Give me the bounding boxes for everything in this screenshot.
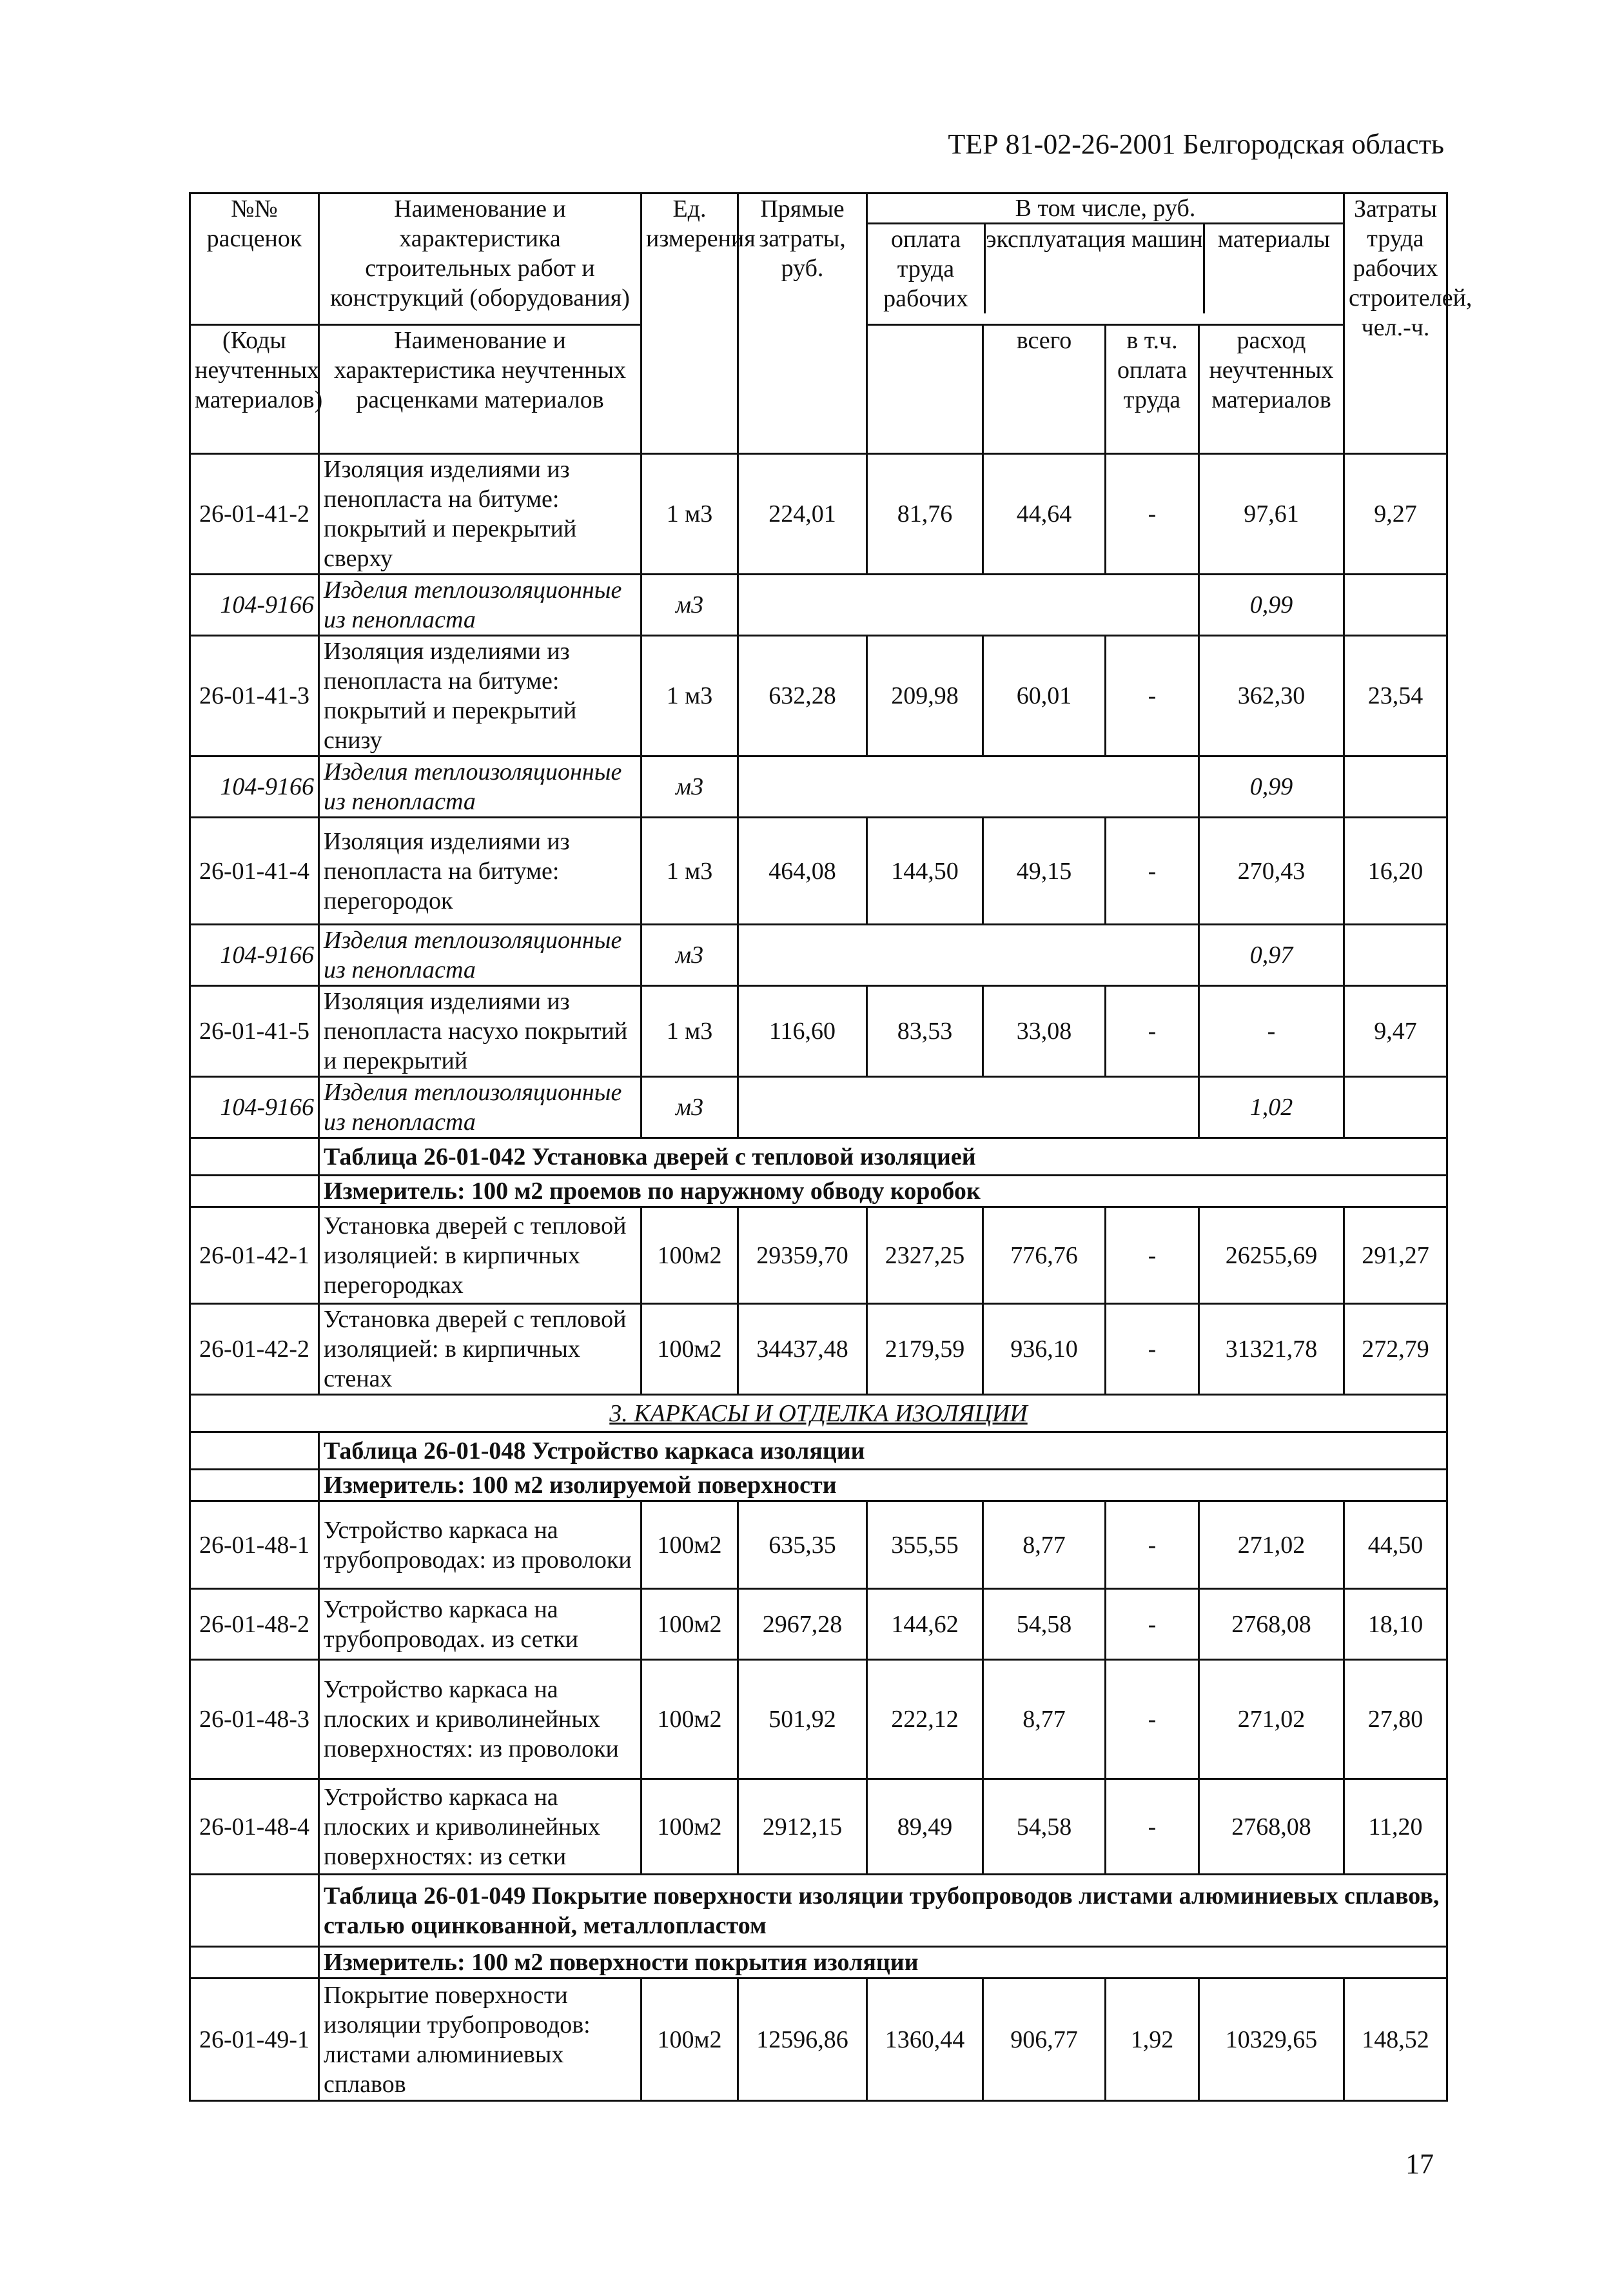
- rate-name: Изоляция изделиями из пенопласта на битуме: покрытий и перекрытий снизу: [319, 636, 641, 756]
- rate-wages: 209,98: [867, 636, 983, 756]
- rate-labor: 148,52: [1344, 1978, 1447, 2101]
- rate-code: 26-01-41-2: [190, 454, 319, 575]
- rate-machines: 936,10: [983, 1304, 1106, 1395]
- rate-labor: 9,47: [1344, 986, 1447, 1077]
- material-quantity: 0,99: [1199, 575, 1344, 636]
- rate-wages: 89,49: [867, 1779, 983, 1875]
- material-code: 104-9166: [190, 575, 319, 636]
- rate-machines: 776,76: [983, 1207, 1106, 1304]
- rate-machines: 33,08: [983, 986, 1106, 1077]
- rate-code: 26-01-48-2: [190, 1589, 319, 1660]
- rate-unit: 1 м3: [641, 636, 738, 756]
- rate-labor: 44,50: [1344, 1501, 1447, 1589]
- rate-materials: 271,02: [1199, 1501, 1344, 1589]
- rate-materials: 31321,78: [1199, 1304, 1344, 1395]
- header-code-materials: (Коды неучтенных материалов): [190, 325, 319, 454]
- blank-code-cell: [190, 1432, 319, 1470]
- rate-materials: 362,30: [1199, 636, 1344, 756]
- measure-unit: Измеритель: 100 м2 поверхности покрытия изоляции: [319, 1947, 1447, 1978]
- material-unit: м3: [641, 756, 738, 818]
- rate-wages: 222,12: [867, 1660, 983, 1779]
- rate-wages: 144,62: [867, 1589, 983, 1660]
- rate-materials: -: [1199, 986, 1344, 1077]
- rate-wages: 355,55: [867, 1501, 983, 1589]
- table-title: Таблица 26-01-042 Установка дверей с тепловой изоляцией: [319, 1138, 1447, 1176]
- rate-row: [190, 986, 1447, 1077]
- material-unit: м3: [641, 925, 738, 986]
- table-title-row: [190, 1138, 1447, 1176]
- page-number: 17: [1405, 2148, 1434, 2180]
- rate-machine-wages: -: [1106, 1501, 1199, 1589]
- header-direct: Прямые затраты, руб.: [738, 193, 867, 454]
- rate-labor: 11,20: [1344, 1779, 1447, 1875]
- material-row: [190, 925, 1447, 986]
- rate-labor: 23,54: [1344, 636, 1447, 756]
- material-quantity: 0,97: [1199, 925, 1344, 986]
- rate-direct-cost: 2912,15: [738, 1779, 867, 1875]
- rate-wages: 83,53: [867, 986, 983, 1077]
- material-row: [190, 575, 1447, 636]
- material-code: 104-9166: [190, 925, 319, 986]
- blank-code-cell: [190, 1875, 319, 1947]
- rate-labor: 27,80: [1344, 1660, 1447, 1779]
- rate-machines: 49,15: [983, 818, 1106, 925]
- material-name: Изделия теплоизоляционные из пенопласта: [319, 756, 641, 818]
- table-title-row: [190, 1875, 1447, 1947]
- rate-row: [190, 1779, 1447, 1875]
- rate-unit: 100м2: [641, 1779, 738, 1875]
- rate-name: Изоляция изделиями из пенопласта на битуме: перегородок: [319, 818, 641, 925]
- rate-machine-wages: -: [1106, 1660, 1199, 1779]
- rate-unit: 100м2: [641, 1660, 738, 1779]
- rate-name: Изоляция изделиями из пенопласта на битуме: покрытий и перекрытий сверху: [319, 454, 641, 575]
- table-title-row: [190, 1432, 1447, 1470]
- rate-unit: 1 м3: [641, 454, 738, 575]
- measure-row: [190, 1470, 1447, 1501]
- header-name-materials: Наименование и характеристика неучтенных расценками материалов: [319, 325, 641, 454]
- material-code: 104-9166: [190, 756, 319, 818]
- rate-wages: 1360,44: [867, 1978, 983, 2101]
- rate-row: [190, 454, 1447, 575]
- rate-wages: 81,76: [867, 454, 983, 575]
- header-incl-wages: в т.ч. оплата труда: [1106, 325, 1199, 454]
- rate-code: 26-01-41-4: [190, 818, 319, 925]
- table-title: Таблица 26-01-048 Устройство каркаса изоляции: [319, 1432, 1447, 1470]
- rate-labor: 272,79: [1344, 1304, 1447, 1395]
- rate-direct-cost: 34437,48: [738, 1304, 867, 1395]
- material-blank: [738, 1077, 1199, 1138]
- rate-wages: 2327,25: [867, 1207, 983, 1304]
- rate-name: Устройство каркаса на трубопроводах. из сетки: [319, 1589, 641, 1660]
- rate-wages: 2179,59: [867, 1304, 983, 1395]
- rate-code: 26-01-41-5: [190, 986, 319, 1077]
- rate-row: [190, 1978, 1447, 2101]
- material-quantity: 1,02: [1199, 1077, 1344, 1138]
- rate-machine-wages: -: [1106, 818, 1199, 925]
- rate-name: Установка дверей с тепловой изоляцией: в кирпичных стенах: [319, 1304, 641, 1395]
- header-code: №№ расценок: [190, 193, 319, 325]
- blank-code-cell: [190, 1138, 319, 1176]
- rate-name: Изоляция изделиями из пенопласта насухо покрытий и перекрытий: [319, 986, 641, 1077]
- material-unit: м3: [641, 575, 738, 636]
- section-title: 3. КАРКАСЫ И ОТДЕЛКА ИЗОЛЯЦИИ: [190, 1395, 1447, 1432]
- rate-machines: 906,77: [983, 1978, 1106, 2101]
- rate-materials: 270,43: [1199, 818, 1344, 925]
- section-row: [190, 1395, 1447, 1432]
- rate-materials: 26255,69: [1199, 1207, 1344, 1304]
- rate-unit: 100м2: [641, 1207, 738, 1304]
- rate-materials: 97,61: [1199, 454, 1344, 575]
- rate-row: [190, 1207, 1447, 1304]
- measure-row: [190, 1947, 1447, 1978]
- rate-name: Устройство каркаса на трубопроводах: из проволоки: [319, 1501, 641, 1589]
- rate-machines: 60,01: [983, 636, 1106, 756]
- rate-row: [190, 818, 1447, 925]
- rate-machine-wages: -: [1106, 636, 1199, 756]
- rate-machine-wages: -: [1106, 1589, 1199, 1660]
- rate-row: [190, 1660, 1447, 1779]
- rate-code: 26-01-48-4: [190, 1779, 319, 1875]
- rate-unit: 100м2: [641, 1978, 738, 2101]
- table-title: Таблица 26-01-049 Покрытие поверхности изоляции трубопроводов листами алюминиевых сплавов, сталью оцинкованной, металлопластом: [319, 1875, 1447, 1947]
- rate-unit: 100м2: [641, 1589, 738, 1660]
- rate-unit: 100м2: [641, 1304, 738, 1395]
- measure-unit: Измеритель: 100 м2 изолируемой поверхности: [319, 1470, 1447, 1501]
- rate-code: 26-01-48-1: [190, 1501, 319, 1589]
- rate-labor: 18,10: [1344, 1589, 1447, 1660]
- rate-labor: 291,27: [1344, 1207, 1447, 1304]
- rate-labor: 9,27: [1344, 454, 1447, 575]
- material-name: Изделия теплоизоляционные из пенопласта: [319, 575, 641, 636]
- rate-direct-cost: 464,08: [738, 818, 867, 925]
- material-code: 104-9166: [190, 1077, 319, 1138]
- rate-machine-wages: -: [1106, 1304, 1199, 1395]
- rate-direct-cost: 635,35: [738, 1501, 867, 1589]
- blank-code-cell: [190, 1176, 319, 1207]
- rate-machine-wages: -: [1106, 1207, 1199, 1304]
- material-name: Изделия теплоизоляционные из пенопласта: [319, 1077, 641, 1138]
- rate-machine-wages: -: [1106, 454, 1199, 575]
- material-blank: [738, 756, 1199, 818]
- material-labor-blank: [1344, 756, 1447, 818]
- rate-unit: 100м2: [641, 1501, 738, 1589]
- rate-direct-cost: 224,01: [738, 454, 867, 575]
- material-row: [190, 1077, 1447, 1138]
- blank-code-cell: [190, 1470, 319, 1501]
- rate-machines: 54,58: [983, 1779, 1106, 1875]
- rate-code: 26-01-49-1: [190, 1978, 319, 2101]
- rate-code: 26-01-41-3: [190, 636, 319, 756]
- rate-machines: 54,58: [983, 1589, 1106, 1660]
- material-row: [190, 756, 1447, 818]
- header-wages: оплата труда рабочих: [868, 224, 986, 313]
- rate-labor: 16,20: [1344, 818, 1447, 925]
- header-unaccounted: расход неучтенных материалов: [1199, 325, 1344, 454]
- header-unit: Ед. измерения: [641, 193, 738, 454]
- rate-machines: 44,64: [983, 454, 1106, 575]
- header-incl-label: В том числе, руб.: [868, 194, 1343, 224]
- rate-direct-cost: 116,60: [738, 986, 867, 1077]
- rate-direct-cost: 29359,70: [738, 1207, 867, 1304]
- rate-row: [190, 1304, 1447, 1395]
- material-blank: [738, 925, 1199, 986]
- rate-direct-cost: 12596,86: [738, 1978, 867, 2101]
- rate-direct-cost: 2967,28: [738, 1589, 867, 1660]
- material-blank: [738, 575, 1199, 636]
- rate-name: Устройство каркаса на плоских и криволинейных поверхностях: из сетки: [319, 1779, 641, 1875]
- rates-table: [189, 192, 1472, 2102]
- rate-materials: 271,02: [1199, 1660, 1344, 1779]
- blank-code-cell: [190, 1947, 319, 1978]
- header-total: всего: [983, 325, 1106, 454]
- rate-unit: 1 м3: [641, 986, 738, 1077]
- material-unit: м3: [641, 1077, 738, 1138]
- material-quantity: 0,99: [1199, 756, 1344, 818]
- header-machines: эксплуатация машин: [986, 224, 1205, 313]
- rate-code: 26-01-48-3: [190, 1660, 319, 1779]
- rate-name: Устройство каркаса на плоских и криволинейных поверхностях: из проволоки: [319, 1660, 641, 1779]
- rate-direct-cost: 632,28: [738, 636, 867, 756]
- rate-code: 26-01-42-2: [190, 1304, 319, 1395]
- rate-machines: 8,77: [983, 1501, 1106, 1589]
- measure-unit: Измеритель: 100 м2 проемов по наружному обводу коробок: [319, 1176, 1447, 1207]
- rate-name: Покрытие поверхности изоляции трубопроводов: листами алюминиевых сплавов: [319, 1978, 641, 2101]
- rate-machine-wages: -: [1106, 986, 1199, 1077]
- rate-direct-cost: 501,92: [738, 1660, 867, 1779]
- rate-materials: 2768,08: [1199, 1589, 1344, 1660]
- header-including: [867, 193, 1344, 325]
- rate-unit: 1 м3: [641, 818, 738, 925]
- rate-code: 26-01-42-1: [190, 1207, 319, 1304]
- rate-machine-wages: 1,92: [1106, 1978, 1199, 2101]
- header-materials: материалы: [1217, 226, 1331, 253]
- material-labor-blank: [1344, 1077, 1447, 1138]
- material-labor-blank: [1344, 925, 1447, 986]
- rate-wages: 144,50: [867, 818, 983, 925]
- rate-materials: 10329,65: [1199, 1978, 1344, 2101]
- rate-row: [190, 636, 1447, 756]
- material-labor-blank: [1344, 575, 1447, 636]
- header-labor: Затраты труда рабочих строителей, чел.-ч.: [1344, 193, 1447, 454]
- rate-row: [190, 1589, 1447, 1660]
- material-name: Изделия теплоизоляционные из пенопласта: [319, 925, 641, 986]
- document-header: ТЕР 81-02-26-2001 Белгородская область: [948, 128, 1444, 160]
- header-wages-blank: [867, 325, 983, 454]
- rate-machine-wages: -: [1106, 1779, 1199, 1875]
- rate-machines: 8,77: [983, 1660, 1106, 1779]
- measure-row: [190, 1176, 1447, 1207]
- rate-materials: 2768,08: [1199, 1779, 1344, 1875]
- header-name: Наименование и характеристика строительных работ и конструкций (оборудования): [319, 193, 641, 325]
- rate-row: [190, 1501, 1447, 1589]
- rate-name: Установка дверей с тепловой изоляцией: в кирпичных перегородках: [319, 1207, 641, 1304]
